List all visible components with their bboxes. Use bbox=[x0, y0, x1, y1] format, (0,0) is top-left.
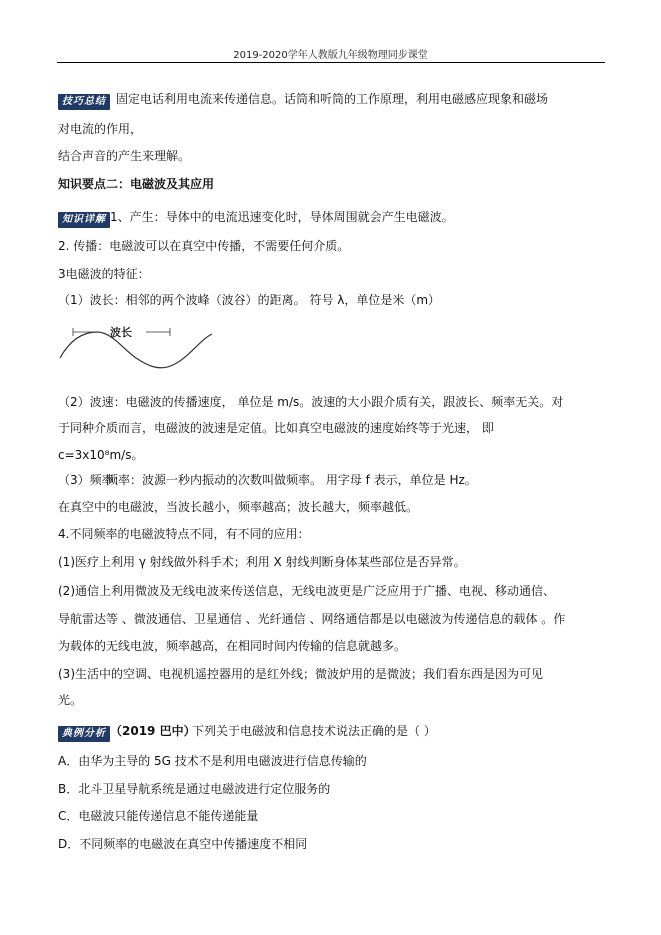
para-communication-3: 为载体的无线电波，频率越高，在相同时间内传输的信息就越多。 bbox=[58, 639, 407, 653]
para-speed-1: （2）波速：电磁波的传播速度， 单位是 m/s。波速的大小跟介质有关，跟波长、频率无关。对 bbox=[58, 395, 564, 409]
wavelength-label: 波长 bbox=[110, 326, 132, 339]
page-header: 2019-2020学年人教版九年级物理同步课堂 bbox=[233, 50, 428, 61]
para-speed-2: 于同种介质而言，电磁波的波速是定值。比如真空电磁波的速度始终等于光速， 即 bbox=[58, 421, 494, 435]
tips-tag: 技巧总结 bbox=[58, 89, 110, 110]
para-medical: (1)医疗上利用 γ 射线做外科手术；利用 X 射线判断身体某些部位是否异常。 bbox=[58, 555, 466, 569]
section-heading: 知识要点二：电磁波及其应用 bbox=[58, 177, 215, 191]
para-applications: 4.不同频率的电磁波特点不同，有不同的应用： bbox=[58, 527, 310, 541]
option-d: D．不同频率的电磁波在真空中传播速度不相同 bbox=[58, 837, 308, 851]
para-propagation: 2. 传播：电磁波可以在真空中传播，不需要任何介质。 bbox=[58, 239, 350, 253]
option-a: A．由华为主导的 5G 技术不是利用电磁波进行信息传输的 bbox=[58, 754, 367, 768]
sine-wave bbox=[60, 332, 212, 368]
tips-line-3: 结合声音的产生来理解。 bbox=[58, 149, 191, 163]
para-communication-1: (2)通信上利用微波及无线电波来传送信息，无线电波更是广泛应用于广播、电视、移动通信、 bbox=[58, 584, 556, 598]
para-frequency-def: 频率：波源一秒内振动的次数叫做频率。 用字母 f 表示，单位是 Hz。 bbox=[106, 473, 477, 487]
para-frequency-label: （3）频率： bbox=[58, 473, 126, 487]
para-daily-life-1: (3)生活中的空调、电视机遥控器用的是红外线；微波炉用的是微波；我们看东西是因为可见 bbox=[58, 667, 544, 681]
para-communication-2: 导航雷达等 、微波通信、卫星通信 、光纤通信 、网络通信都是以电磁波为传递信息的载体 。作 bbox=[58, 612, 566, 626]
option-b: B．北斗卫星导航系统是通过电磁波进行定位服务的 bbox=[58, 782, 331, 796]
para-features: 3电磁波的特征： bbox=[58, 267, 150, 281]
knowledge-tag: 知识详解 bbox=[58, 207, 110, 228]
option-c: C．电磁波只能传递信息不能传递能量 bbox=[58, 809, 259, 823]
tips-line-1: 固定电话利用电流来传递信息。话筒和听筒的工作原理，利用电磁感应现象和磁场 bbox=[116, 92, 549, 106]
example-question: 下列关于电磁波和信息技术说法正确的是（ ） bbox=[192, 724, 436, 738]
wavelength-diagram bbox=[58, 322, 214, 372]
para-wavelength: （1）波长：相邻的两个波峰（波谷）的距离。 符号 λ，单位是米（m） bbox=[58, 293, 441, 307]
para-generation: 1、产生：导体中的电流迅速变化时，导体周围就会产生电磁波。 bbox=[110, 210, 454, 224]
para-speed-3: c=3x10⁸m/s。 bbox=[58, 448, 144, 462]
para-frequency-relation: 在真空中的电磁波，当波长越小，频率越高；波长越大，频率越低。 bbox=[58, 500, 419, 514]
example-source: （2019 巴中） bbox=[110, 724, 196, 738]
para-daily-life-2: 光。 bbox=[58, 693, 83, 707]
header-divider bbox=[57, 62, 605, 63]
tips-line-2: 对电流的作用， bbox=[58, 122, 143, 136]
example-tag: 典例分析 bbox=[58, 721, 110, 742]
